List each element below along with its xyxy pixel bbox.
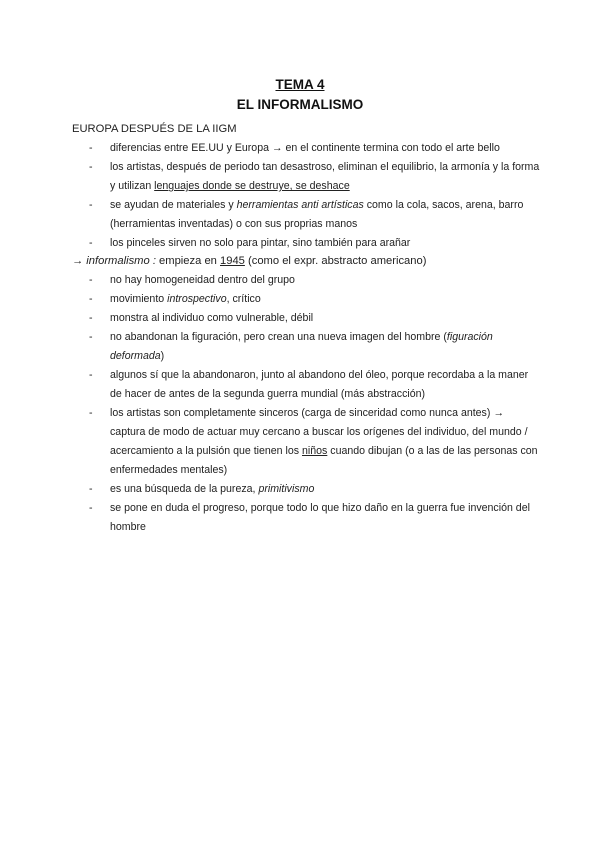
list-item	[72, 234, 542, 253]
text-segment: empieza en	[155, 255, 220, 267]
text-segment: →	[72, 255, 87, 267]
list-item	[72, 196, 542, 234]
text-segment: los artistas son completamente sinceros (carga de sinceridad como nunca antes) → captura de modo de actuar muy cercano a buscar los orígenes del individuo, del mundo / acercamiento a la pulsión que tienen los	[110, 407, 528, 457]
text-segment: movimiento	[110, 293, 168, 305]
underlined-text: 1945	[220, 255, 245, 267]
text-segment: se pone en duda el progreso, porque todo lo que hizo daño en la guerra fue invención del hombre	[110, 502, 530, 533]
text-segment: , crítico	[226, 293, 261, 305]
text-segment: no abandonan la figuración, pero crean una nueva imagen del hombre (	[110, 331, 447, 343]
bullet-dash: -	[89, 274, 93, 286]
bullet-dash: -	[89, 161, 93, 173]
list-item	[72, 499, 542, 537]
list-item	[72, 328, 542, 366]
page-title: EL INFORMALISMO	[236, 97, 364, 112]
text-segment: cuando dibujan (o a las de las personas con enfermedades mentales)	[110, 445, 538, 476]
list-item	[72, 309, 542, 328]
underlined-text: lenguajes donde se destruye, se deshace	[154, 180, 350, 192]
italic-text: figuración deformada	[110, 331, 493, 362]
text-segment: )	[160, 350, 165, 362]
bullet-dash: -	[89, 369, 93, 381]
bullet-dash: -	[89, 502, 93, 514]
bullet-dash: -	[89, 237, 93, 249]
italic-text: introspectivo	[167, 293, 227, 305]
text-segment: es una búsqueda de la pureza,	[110, 483, 259, 495]
informalismo-line	[72, 255, 426, 267]
bullet-dash: -	[89, 199, 93, 211]
text-segment: como la cola, sacos, arena, barro (herramientas inventadas) o con sus proprias manos	[110, 199, 524, 230]
bullet-dash: -	[89, 312, 93, 324]
list-item	[72, 139, 542, 158]
bullet-dash: -	[89, 142, 93, 154]
section-heading: EUROPA DESPUÉS DE LA IIGM	[72, 123, 237, 135]
tema-heading: TEMA 4	[275, 77, 325, 92]
text-segment: los pinceles sirven no solo para pintar, sino también para arañar	[110, 237, 411, 249]
text-segment: se ayudan de materiales y	[110, 199, 237, 211]
bullet-dash: -	[89, 407, 93, 419]
list-item	[72, 480, 542, 499]
text-segment: algunos sí que la abandonaron, junto al abandono del óleo, porque recordaba a la maner de hacer de antes de la segunda guerra mundial (más abstracción)	[110, 369, 529, 400]
bullet-list-informalismo	[72, 271, 542, 537]
list-item	[72, 404, 542, 480]
text-segment: diferencias entre EE.UU y Europa → en el continente termina con todo el arte bello	[110, 142, 500, 154]
bullet-dash: -	[89, 483, 93, 495]
text-segment: monstra al individuo como vulnerable, débil	[110, 312, 314, 324]
bullet-list-europa	[72, 139, 542, 253]
text-segment: (como el expr. abstracto americano)	[244, 255, 427, 267]
text-segment: los artistas, después de periodo tan desastroso, eliminan el equilibrio, la armonía y la forma y utilizan	[110, 161, 540, 192]
italic-text: herramientas anti artísticas	[236, 199, 364, 211]
italic-text: primitivismo	[258, 483, 315, 495]
list-item	[72, 290, 542, 309]
bullet-dash: -	[89, 293, 93, 305]
list-item	[72, 366, 542, 404]
text-segment: no hay homogeneidad dentro del grupo	[110, 274, 295, 286]
underlined-text: niños	[302, 445, 328, 457]
bullet-dash: -	[89, 331, 93, 343]
italic-text: informalismo :	[86, 255, 156, 267]
list-item	[72, 158, 542, 196]
list-item	[72, 271, 542, 290]
